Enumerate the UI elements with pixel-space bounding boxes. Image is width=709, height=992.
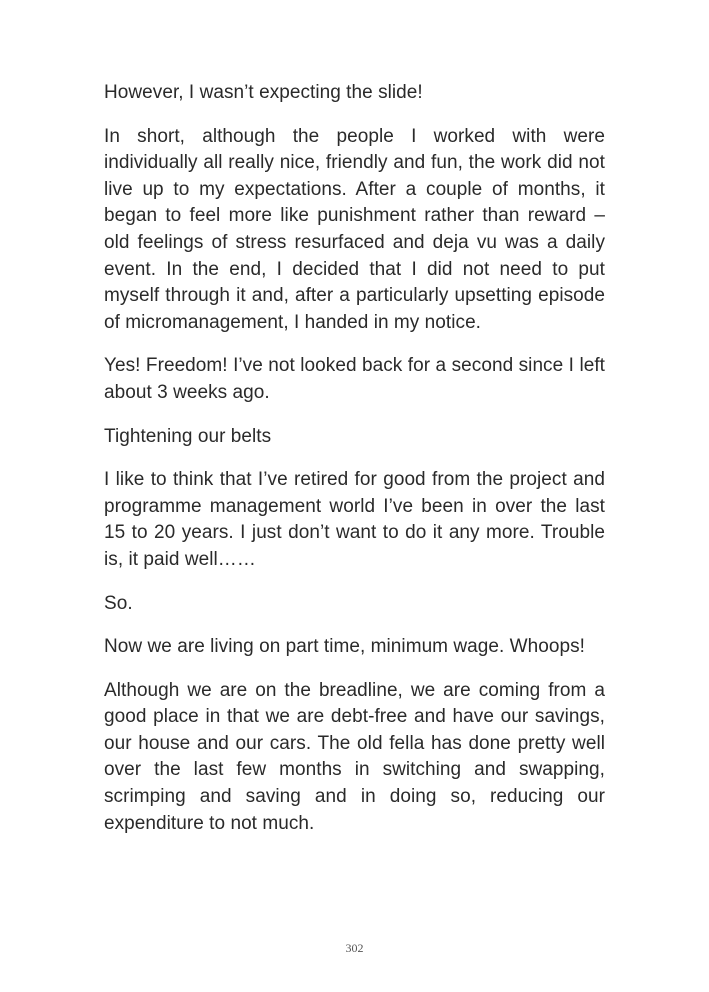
page-number: 302 — [345, 941, 364, 955]
paragraph-intro: However, I wasn’t expecting the slide! — [104, 82, 423, 103]
paragraph-minimum-wage: Now we are living on part time, minimum wage. Whoops! — [104, 636, 585, 658]
document-page — [104, 80, 605, 854]
paragraph-so: So. — [104, 592, 133, 614]
paragraph-retired: I like to think that I’ve retired for good from the project and programme management world I’ve been in over the last 15 to 20 years. I just don’t want to do it any more. Trouble is, it paid well…… — [104, 469, 605, 570]
paragraph-work: In short, although the people I worked with were individually all really nice, friendly and fun, the work did not live up to my expectations. After a couple of months, it began to feel more like punishment rather than reward – old feelings of stress resurfaced and deja vu was a daily event. In the end, I decided that I did not need to put myself through it and, after a particularly upsetting episode of micromanagement, I handed in my notice. — [104, 125, 605, 333]
paragraph-freedom: Yes! Freedom! I’ve not looked back for a second since I left about 3 weeks ago. — [104, 355, 605, 403]
paragraph-breadline: Although we are on the breadline, we are coming from a good place in that we are debt-free and have our savings, our house and our cars. The old fella has done pretty well over the last few months in switching and swapping, scrimping and saving and in doing so, reducing our expenditure to not much. — [104, 679, 605, 834]
section-heading: Tightening our belts — [104, 425, 272, 447]
